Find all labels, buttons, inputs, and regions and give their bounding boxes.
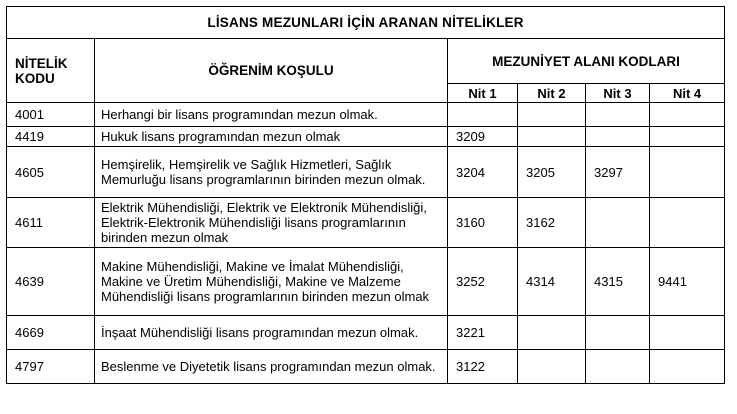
qualification-code: 4001 bbox=[7, 103, 95, 127]
table-row bbox=[7, 350, 725, 384]
education-condition: Hemşirelik, Hemşirelik ve Sağlık Hizmetleri, Sağlık Memurluğu lisans programlarının birinden mezun olmak. bbox=[95, 147, 448, 198]
nit3-code bbox=[586, 350, 650, 384]
header-code-line2: KODU bbox=[15, 70, 55, 86]
header-nit4: Nit 4 bbox=[650, 84, 725, 103]
header-nit1: Nit 1 bbox=[448, 84, 518, 103]
nit3-code bbox=[586, 103, 650, 127]
education-condition: Hukuk lisans programından mezun olmak bbox=[95, 127, 448, 147]
nit2-code: 3162 bbox=[518, 198, 586, 248]
nit2-code: 3205 bbox=[518, 147, 586, 198]
qualification-code: 4797 bbox=[7, 350, 95, 384]
nit2-code bbox=[518, 103, 586, 127]
nit1-code: 3160 bbox=[448, 198, 518, 248]
header-code-line1: NİTELİK bbox=[15, 55, 68, 71]
nit3-code bbox=[586, 316, 650, 350]
nit4-code bbox=[650, 103, 725, 127]
nit1-code: 3221 bbox=[448, 316, 518, 350]
qualifications-table bbox=[6, 6, 725, 384]
nit1-code: 3122 bbox=[448, 350, 518, 384]
education-condition: Beslenme ve Diyetetik lisans programından mezun olmak. bbox=[95, 350, 448, 384]
nit1-code bbox=[448, 103, 518, 127]
education-condition: Elektrik Mühendisliği, Elektrik ve Elektronik Mühendisliği, Elektrik-Elektronik Mühendisliği lisans programlarının birinden mezun olmak bbox=[95, 198, 448, 248]
qualification-code: 4639 bbox=[7, 248, 95, 316]
nit1-code: 3209 bbox=[448, 127, 518, 147]
nit2-code bbox=[518, 127, 586, 147]
qualifications-table-container bbox=[6, 6, 725, 384]
header-graduation-area-codes: MEZUNİYET ALANI KODLARI bbox=[448, 39, 725, 84]
header-education-condition: ÖĞRENİM KOŞULU bbox=[95, 39, 448, 103]
qualification-code: 4605 bbox=[7, 147, 95, 198]
education-condition: İnşaat Mühendisliği lisans programından mezun olmak. bbox=[95, 316, 448, 350]
table-row bbox=[7, 103, 725, 127]
header-nit3: Nit 3 bbox=[586, 84, 650, 103]
table-row bbox=[7, 147, 725, 198]
nit1-code: 3204 bbox=[448, 147, 518, 198]
nit2-code: 4314 bbox=[518, 248, 586, 316]
qualification-code: 4611 bbox=[7, 198, 95, 248]
qualification-code: 4419 bbox=[7, 127, 95, 147]
table-title: LİSANS MEZUNLARI İÇİN ARANAN NİTELİKLER bbox=[7, 7, 725, 39]
nit4-code bbox=[650, 147, 725, 198]
nit4-code bbox=[650, 127, 725, 147]
nit2-code bbox=[518, 350, 586, 384]
header-nit2: Nit 2 bbox=[518, 84, 586, 103]
education-condition: Herhangi bir lisans programından mezun olmak. bbox=[95, 103, 448, 127]
table-row bbox=[7, 316, 725, 350]
nit3-code: 4315 bbox=[586, 248, 650, 316]
table-row bbox=[7, 127, 725, 147]
nit4-code: 9441 bbox=[650, 248, 725, 316]
nit3-code bbox=[586, 127, 650, 147]
nit4-code bbox=[650, 198, 725, 248]
nit1-code: 3252 bbox=[448, 248, 518, 316]
nit3-code: 3297 bbox=[586, 147, 650, 198]
nit4-code bbox=[650, 316, 725, 350]
qualification-code: 4669 bbox=[7, 316, 95, 350]
table-row bbox=[7, 248, 725, 316]
header-qualification-code bbox=[7, 39, 95, 103]
nit4-code bbox=[650, 350, 725, 384]
nit2-code bbox=[518, 316, 586, 350]
nit3-code bbox=[586, 198, 650, 248]
education-condition: Makine Mühendisliği, Makine ve İmalat Mühendisliği, Makine ve Üretim Mühendisliği, Makine ve Malzeme Mühendisliği lisans programlarının birinden mezun olmak bbox=[95, 248, 448, 316]
table-row bbox=[7, 198, 725, 248]
